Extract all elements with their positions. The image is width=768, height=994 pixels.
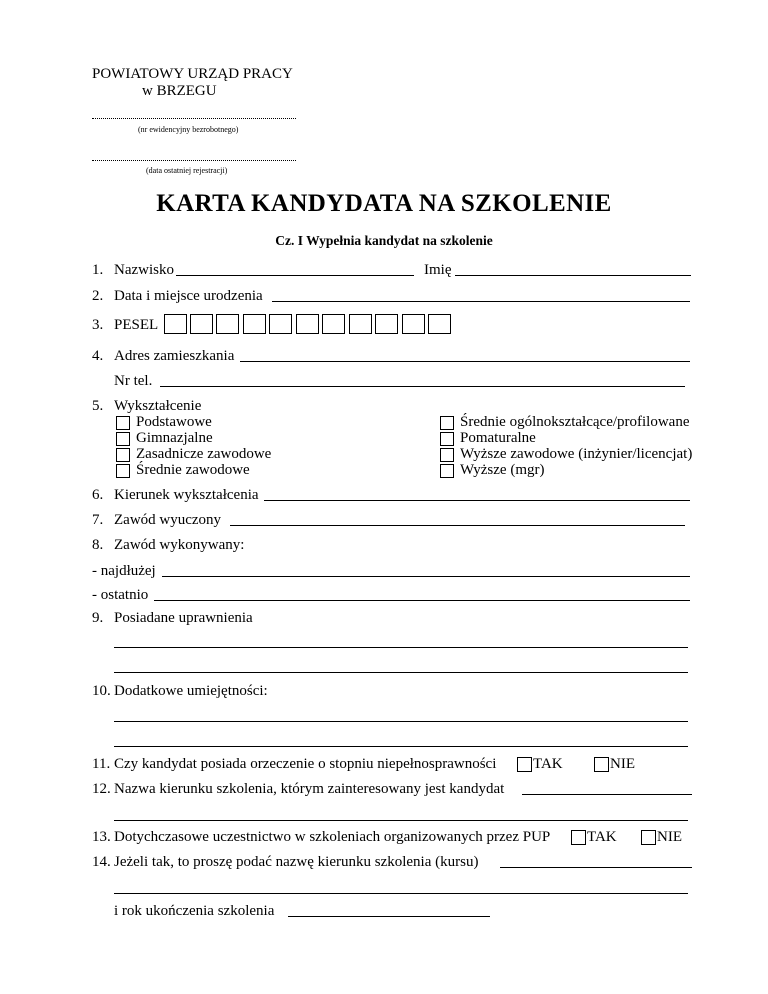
pesel-digit-box[interactable] [322, 314, 345, 334]
additional-skills-line[interactable] [114, 721, 688, 722]
registration-number-caption: (nr ewidencyjny bezrobotnego) [138, 125, 239, 134]
birth-date-place-field[interactable] [272, 301, 690, 302]
pesel-digit-box[interactable] [164, 314, 187, 334]
registration-number-field[interactable] [92, 118, 296, 119]
education-field-label: Kierunek wykształcenia [114, 487, 259, 503]
first-name-field[interactable] [455, 275, 691, 276]
previous-course-label: Jeżeli tak, to proszę podać nazwę kierunku szkolenia (kursu) [114, 854, 479, 870]
previous-training-yes-label: TAK [587, 829, 617, 845]
office-city: w BRZEGU [142, 83, 217, 99]
previous-training-no-label: NIE [657, 829, 682, 845]
training-course-label: Nazwa kierunku szkolenia, którym zainteresowany jest kandydat [114, 781, 505, 797]
q11-number: 11. [92, 756, 111, 772]
qualifications-line[interactable] [114, 647, 688, 648]
pesel-digit-box[interactable] [402, 314, 425, 334]
training-course-line[interactable] [114, 820, 688, 821]
education-checkbox[interactable] [116, 416, 130, 430]
q13-number: 13. [92, 829, 111, 845]
pesel-digit-box[interactable] [428, 314, 451, 334]
q5-number: 5. [92, 398, 104, 414]
q9-number: 9. [92, 610, 104, 626]
birth-date-place-label: Data i miejsce urodzenia [114, 288, 263, 304]
q14-number: 14. [92, 854, 111, 870]
additional-skills-line[interactable] [114, 746, 688, 747]
education-checkbox[interactable] [440, 432, 454, 446]
education-checkbox[interactable] [116, 448, 130, 462]
education-option: Wyższe (mgr) [460, 462, 545, 478]
previous-training-no-checkbox[interactable] [641, 830, 656, 845]
disability-yes-checkbox[interactable] [517, 757, 532, 772]
education-option: Podstawowe [136, 414, 212, 430]
q4-number: 4. [92, 348, 104, 364]
education-option: Średnie ogólnokształcące/profilowane [460, 414, 690, 430]
q2-number: 2. [92, 288, 104, 304]
surname-field[interactable] [176, 275, 414, 276]
education-checkbox[interactable] [440, 464, 454, 478]
additional-skills-label: Dodatkowe umiejętności: [114, 683, 268, 699]
pesel-digit-box[interactable] [190, 314, 213, 334]
q3-number: 3. [92, 317, 104, 333]
office-name: POWIATOWY URZĄD PRACY [92, 66, 293, 82]
practised-profession-label: Zawód wykonywany: [114, 537, 245, 553]
pesel-digit-box[interactable] [269, 314, 292, 334]
pesel-digit-box[interactable] [375, 314, 398, 334]
education-option: Średnie zawodowe [136, 462, 250, 478]
disability-no-label: NIE [610, 756, 635, 772]
q12-number: 12. [92, 781, 111, 797]
last-registration-date-caption: (data ostatniej rejestracji) [146, 166, 228, 175]
last-registration-date-field[interactable] [92, 160, 296, 161]
disability-yes-label: TAK [533, 756, 563, 772]
form-subtitle: Cz. I Wypełnia kandydat na szkolenie [275, 233, 493, 248]
phone-label: Nr tel. [114, 373, 153, 389]
previous-course-line[interactable] [114, 893, 688, 894]
qualifications-label: Posiadane uprawnienia [114, 610, 253, 626]
education-checkbox[interactable] [116, 432, 130, 446]
education-checkbox[interactable] [116, 464, 130, 478]
education-option: Zasadnicze zawodowe [136, 446, 272, 462]
phone-field[interactable] [160, 386, 685, 387]
education-checkbox[interactable] [440, 448, 454, 462]
first-name-label: Imię [424, 262, 452, 278]
pesel-digit-box[interactable] [349, 314, 372, 334]
education-option: Pomaturalne [460, 430, 536, 446]
disability-label: Czy kandydat posiada orzeczenie o stopniu niepełnosprawności [114, 756, 497, 772]
address-field[interactable] [240, 361, 690, 362]
longest-profession-field[interactable] [162, 576, 690, 577]
q8-number: 8. [92, 537, 104, 553]
education-option: Gimnazjalne [136, 430, 213, 446]
q7-number: 7. [92, 512, 104, 528]
training-course-field[interactable] [522, 794, 692, 795]
completion-year-label: i rok ukończenia szkolenia [114, 903, 275, 919]
education-checkbox[interactable] [440, 416, 454, 430]
learned-profession-field[interactable] [230, 525, 685, 526]
pesel-label: PESEL [114, 317, 159, 333]
previous-course-field[interactable] [500, 867, 692, 868]
pesel-digit-box[interactable] [296, 314, 319, 334]
longest-profession-label: - najdłużej [92, 563, 156, 579]
previous-training-label: Dotychczasowe uczestnictwo w szkoleniach organizowanych przez PUP [114, 829, 551, 845]
completion-year-field[interactable] [288, 916, 490, 917]
previous-training-yes-checkbox[interactable] [571, 830, 586, 845]
education-label: Wykształcenie [114, 398, 202, 414]
form-title: KARTA KANDYDATA NA SZKOLENIE [156, 190, 612, 217]
q1-number: 1. [92, 262, 104, 278]
disability-no-checkbox[interactable] [594, 757, 609, 772]
address-label: Adres zamieszkania [114, 348, 235, 364]
education-field-input[interactable] [264, 500, 690, 501]
q10-number: 10. [92, 683, 111, 699]
learned-profession-label: Zawód wyuczony [114, 512, 222, 528]
recent-profession-label: - ostatnio [92, 587, 149, 603]
q6-number: 6. [92, 487, 104, 503]
surname-label: Nazwisko [114, 262, 174, 278]
qualifications-line[interactable] [114, 672, 688, 673]
pesel-digit-box[interactable] [243, 314, 266, 334]
education-option: Wyższe zawodowe (inżynier/licencjat) [460, 446, 693, 462]
pesel-digit-box[interactable] [216, 314, 239, 334]
recent-profession-field[interactable] [154, 600, 690, 601]
